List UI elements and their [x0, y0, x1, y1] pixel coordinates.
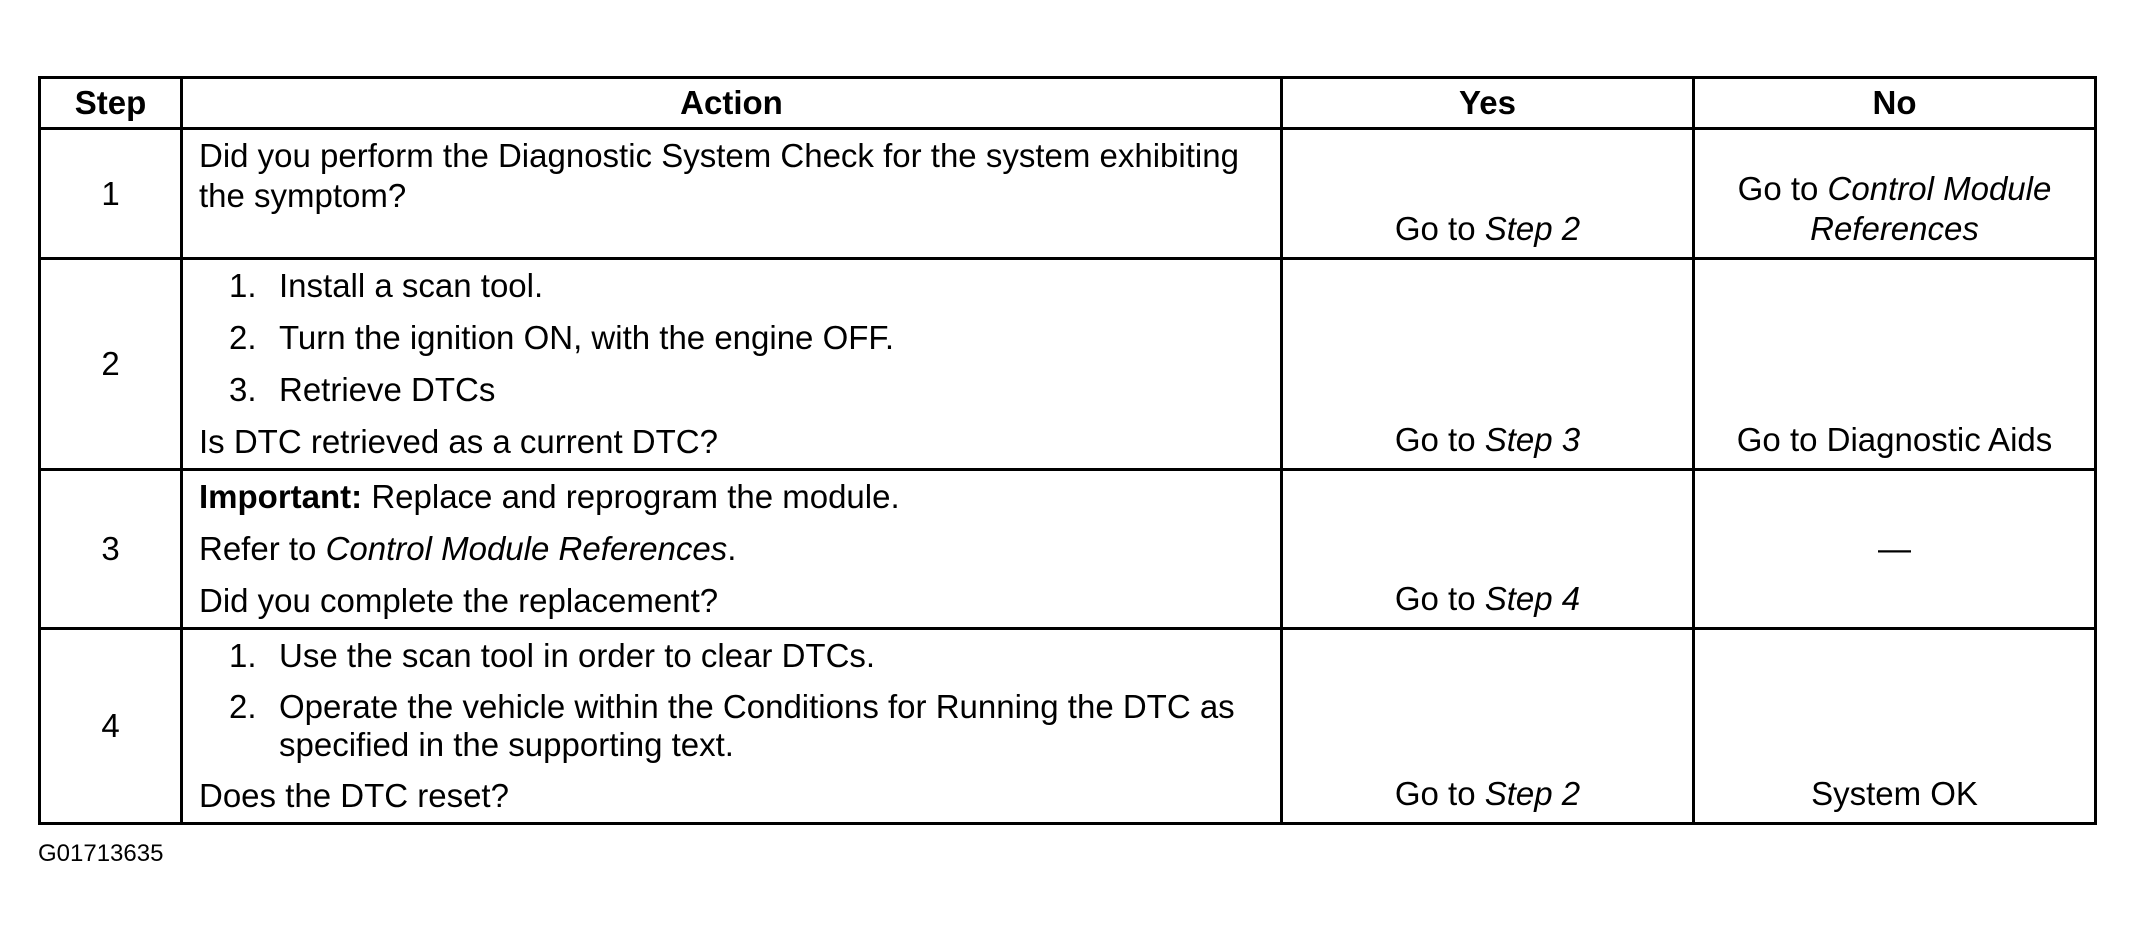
step-number: 3 [40, 470, 182, 629]
important-note [199, 477, 1266, 517]
action-question: Is DTC retrieved as a current DTC? [199, 423, 718, 460]
no-cell [1694, 629, 2096, 824]
table-row [40, 259, 2096, 470]
refer-line [199, 529, 1266, 569]
table-row [40, 129, 2096, 259]
header-action: Action [182, 78, 1282, 129]
item-number: 1. [229, 267, 257, 304]
header-no: No [1694, 78, 2096, 129]
no-text: System OK [1811, 775, 1978, 812]
item-number: 1. [229, 637, 257, 674]
table-header-row [40, 78, 2096, 129]
action-cell [182, 629, 1282, 824]
action-question: Did you complete the replacement? [199, 582, 719, 619]
action-item [229, 636, 1266, 676]
item-number: 2. [229, 319, 257, 356]
item-number: 3. [229, 371, 257, 408]
table-row [40, 629, 2096, 824]
diagnostic-table [38, 76, 2097, 825]
action-cell [182, 470, 1282, 629]
item-text: Operate the vehicle within the Conditions for Running the DTC as specified in the supporting text. [279, 688, 1235, 763]
action-item [229, 266, 1266, 306]
item-text: Retrieve DTCs [279, 371, 496, 408]
no-ref: Control Module References [1810, 170, 2052, 247]
table-row [40, 470, 2096, 629]
action-item [229, 318, 1266, 358]
yes-cell [1282, 259, 1694, 470]
no-cell [1694, 129, 2096, 259]
yes-step-ref: Step 2 [1484, 210, 1581, 247]
yes-step-ref: Step 2 [1484, 775, 1581, 812]
item-text: Use the scan tool in order to clear DTCs. [279, 637, 876, 674]
yes-prefix: Go to [1394, 775, 1476, 812]
item-text: Install a scan tool. [279, 267, 544, 304]
refer-ref: Control Module References [325, 530, 728, 567]
refer-suffix: . [727, 530, 737, 567]
yes-cell [1282, 629, 1694, 824]
step-number: 4 [40, 629, 182, 824]
no-cell [1694, 470, 2096, 629]
action-item [229, 688, 1266, 764]
figure-id: G01713635 [38, 840, 164, 867]
no-dash: — [1878, 530, 1911, 567]
refer-prefix: Refer to [199, 530, 317, 567]
item-text: Turn the ignition ON, with the engine OFF. [279, 319, 895, 356]
action-cell [182, 129, 1282, 259]
action-question: Does the DTC reset? [199, 777, 509, 814]
action-question: Did you perform the Diagnostic System Check for the system exhibiting the symptom? [199, 137, 1239, 214]
header-step: Step [40, 78, 182, 129]
action-item [229, 370, 1266, 410]
yes-prefix: Go to [1394, 580, 1476, 617]
yes-step-ref: Step 3 [1484, 421, 1581, 458]
yes-prefix: Go to [1394, 210, 1476, 247]
yes-cell [1282, 129, 1694, 259]
no-cell [1694, 259, 2096, 470]
step-number: 2 [40, 259, 182, 470]
yes-step-ref: Step 4 [1484, 580, 1581, 617]
yes-prefix: Go to [1394, 421, 1476, 458]
no-text: Go to Diagnostic Aids [1736, 421, 2053, 458]
item-number: 2. [229, 688, 257, 725]
important-label: Important: [199, 478, 363, 515]
yes-cell [1282, 470, 1694, 629]
important-text: Replace and reprogram the module. [371, 478, 900, 515]
header-yes: Yes [1282, 78, 1694, 129]
no-prefix: Go to [1737, 170, 1819, 207]
step-number: 1 [40, 129, 182, 259]
action-cell [182, 259, 1282, 470]
